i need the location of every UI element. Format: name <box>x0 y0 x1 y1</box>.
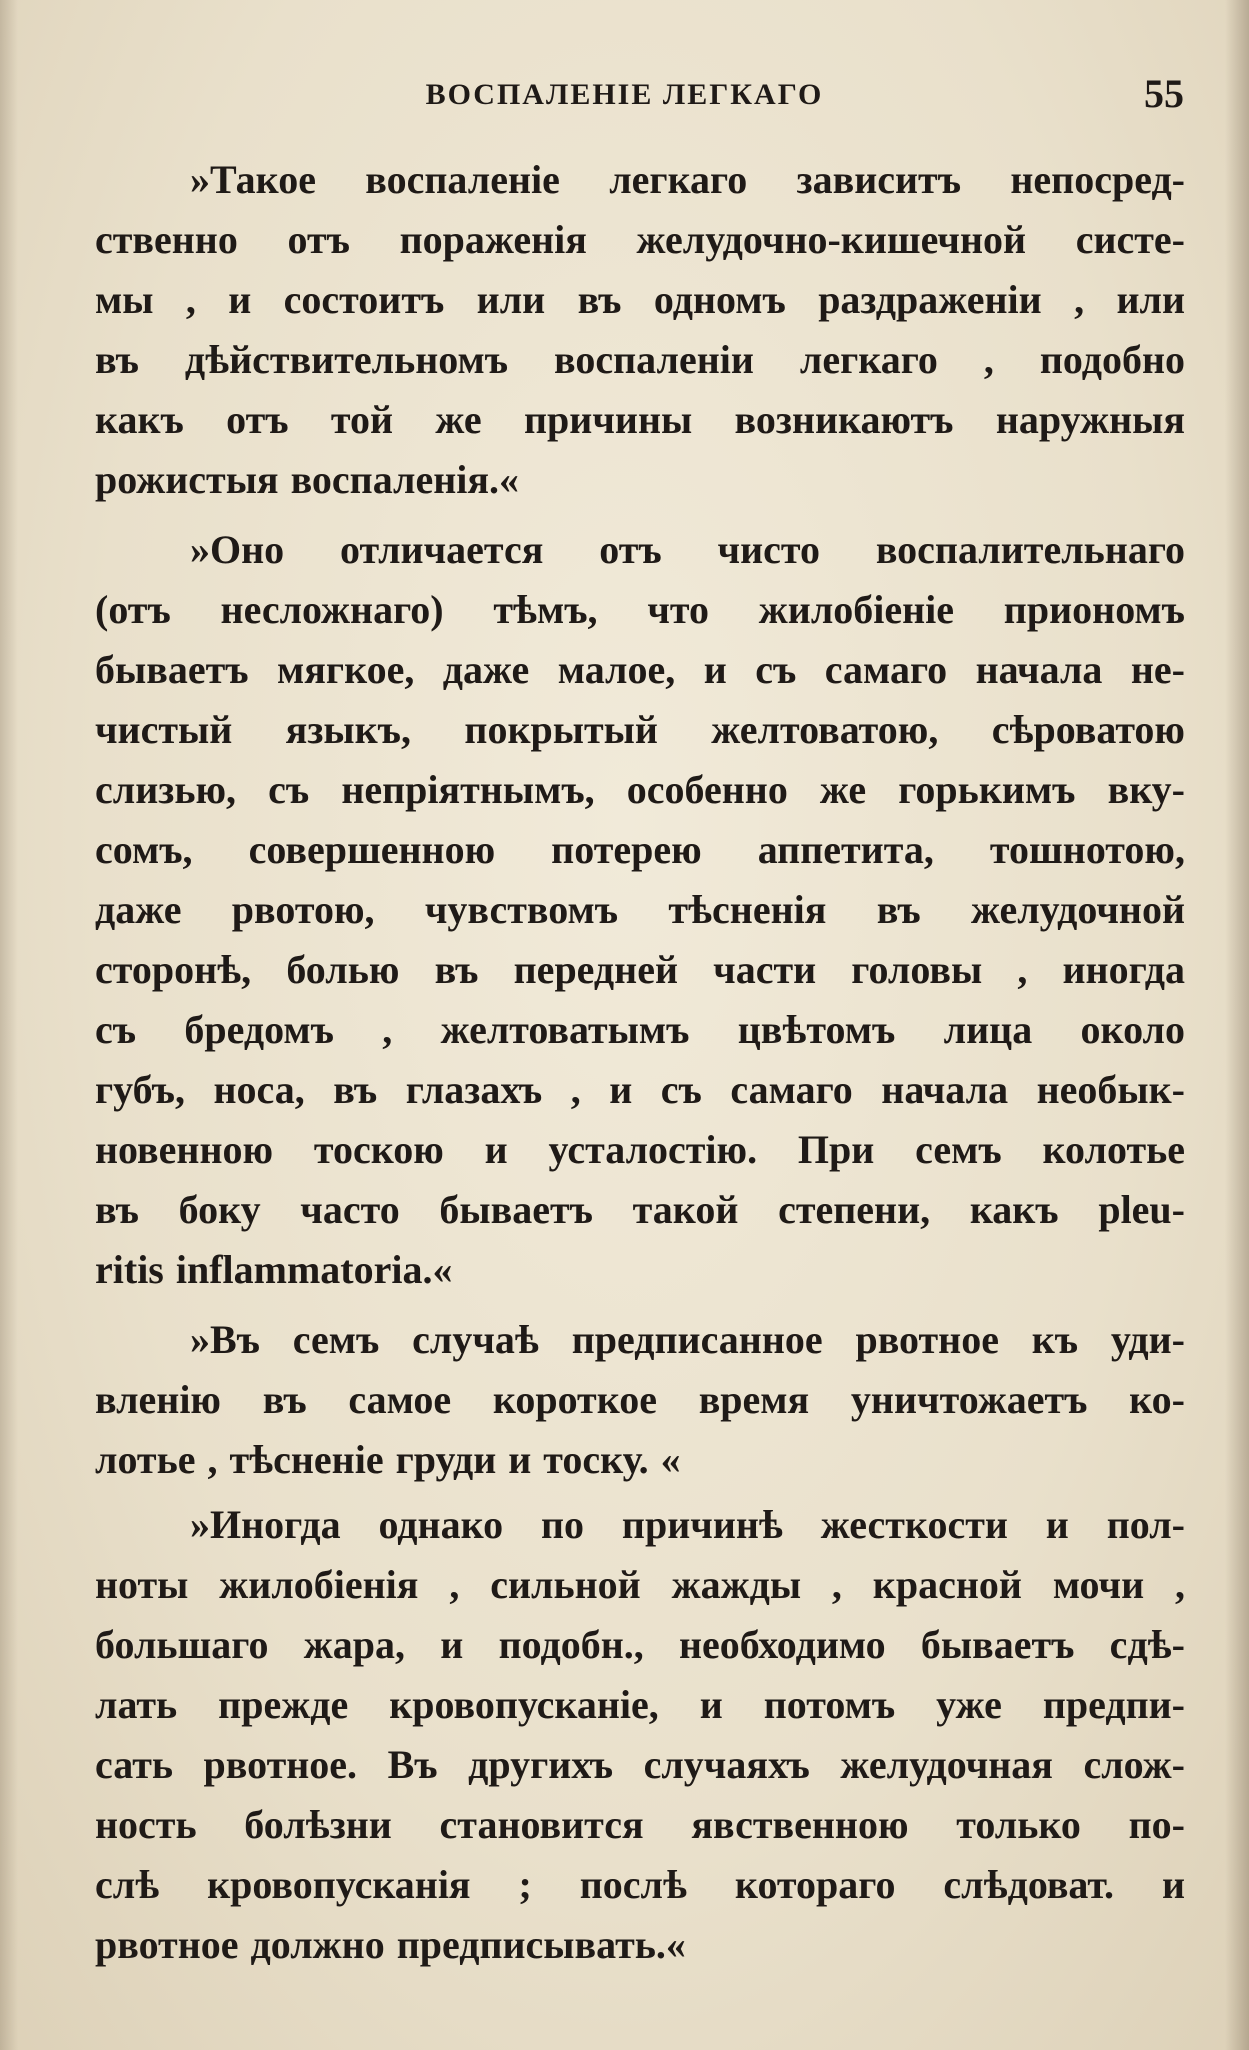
text-line: въ дѣйствительномъ воспаленіи легкаго , подобно <box>95 337 1185 382</box>
text-line: »Оно отличается отъ чисто воспалительнаго <box>190 527 1185 572</box>
text-line: большаго жара, и подобн., необходимо бываетъ сдѣ- <box>95 1622 1185 1667</box>
text-line: сторонѣ, болью въ передней части головы , иногда <box>95 947 1185 992</box>
text-line: ноты жилобіенія , сильной жажды , красной мочи , <box>95 1562 1185 1607</box>
text-line: рожистыя воспаленія.« <box>95 457 520 502</box>
text-line: чистый языкъ, покрытый желтоватою, сѣроватою <box>95 707 1185 752</box>
text-line: какъ отъ той же причины возникаютъ наружныя <box>95 397 1185 442</box>
text-line: сомъ, совершенною потерею аппетита, тошнотою, <box>95 827 1185 872</box>
page-right-shadow <box>1225 0 1249 2050</box>
paragraph-4 <box>95 1495 1185 1975</box>
text-line: новенною тоскою и усталостію. При семъ колотье <box>95 1127 1185 1172</box>
text-line: даже рвотою, чувствомъ тѣсненія въ желудочной <box>95 887 1185 932</box>
text-line: ственно отъ пораженія желудочно-кишечной систе- <box>95 217 1185 262</box>
text-line: мы , и состоитъ или въ одномъ раздраженіи , или <box>95 277 1185 322</box>
text-line: ность болѣзни становится явственною только по- <box>95 1802 1185 1847</box>
text-line: губъ, носа, въ глазахъ , и съ самаго начала необык- <box>95 1067 1185 1112</box>
text-line: съ бредомъ , желтоватымъ цвѣтомъ лица около <box>95 1007 1185 1052</box>
text-line: »Иногда однако по причинѣ жесткости и пол- <box>190 1502 1185 1547</box>
paragraph-2 <box>95 520 1185 1300</box>
text-line: лотье , тѣсненіе груди и тоску. « <box>95 1437 681 1482</box>
page-left-shadow <box>0 0 18 2050</box>
text-line: ritis inflammatoria.« <box>95 1247 453 1292</box>
paragraph-3 <box>95 1310 1185 1490</box>
text-line: (отъ несложнаго) тѣмъ, что жилобіеніе приономъ <box>95 587 1185 632</box>
text-line: бываетъ мягкое, даже малое, и съ самаго начала не- <box>95 647 1185 692</box>
text-line: вленію въ самое короткое время уничтожаетъ ко- <box>95 1377 1185 1422</box>
text-line: слизью, съ непріятнымъ, особенно же горькимъ вку- <box>95 767 1185 812</box>
text-line: лать прежде кровопусканіе, и потомъ уже предпи- <box>95 1682 1185 1727</box>
text-line: рвотное должно предписывать.« <box>95 1922 686 1967</box>
text-line: »Въ семъ случаѣ предписанное рвотное къ уди- <box>190 1317 1185 1362</box>
text-line: въ боку часто бываетъ такой степени, какъ pleu- <box>95 1187 1185 1232</box>
page-number: 55 <box>1144 71 1184 116</box>
running-head: ВОСПАЛЕНІЕ ЛЕГКАГО <box>425 78 824 111</box>
text-line: »Такое воспаленіе легкаго зависитъ непосред- <box>190 157 1185 202</box>
text-line: сать рвотное. Въ другихъ случаяхъ желудочная слож- <box>95 1742 1185 1787</box>
text-line: слѣ кровопусканія ; послѣ котораго слѣдоват. и <box>95 1862 1185 1907</box>
paragraph-1 <box>95 150 1185 510</box>
